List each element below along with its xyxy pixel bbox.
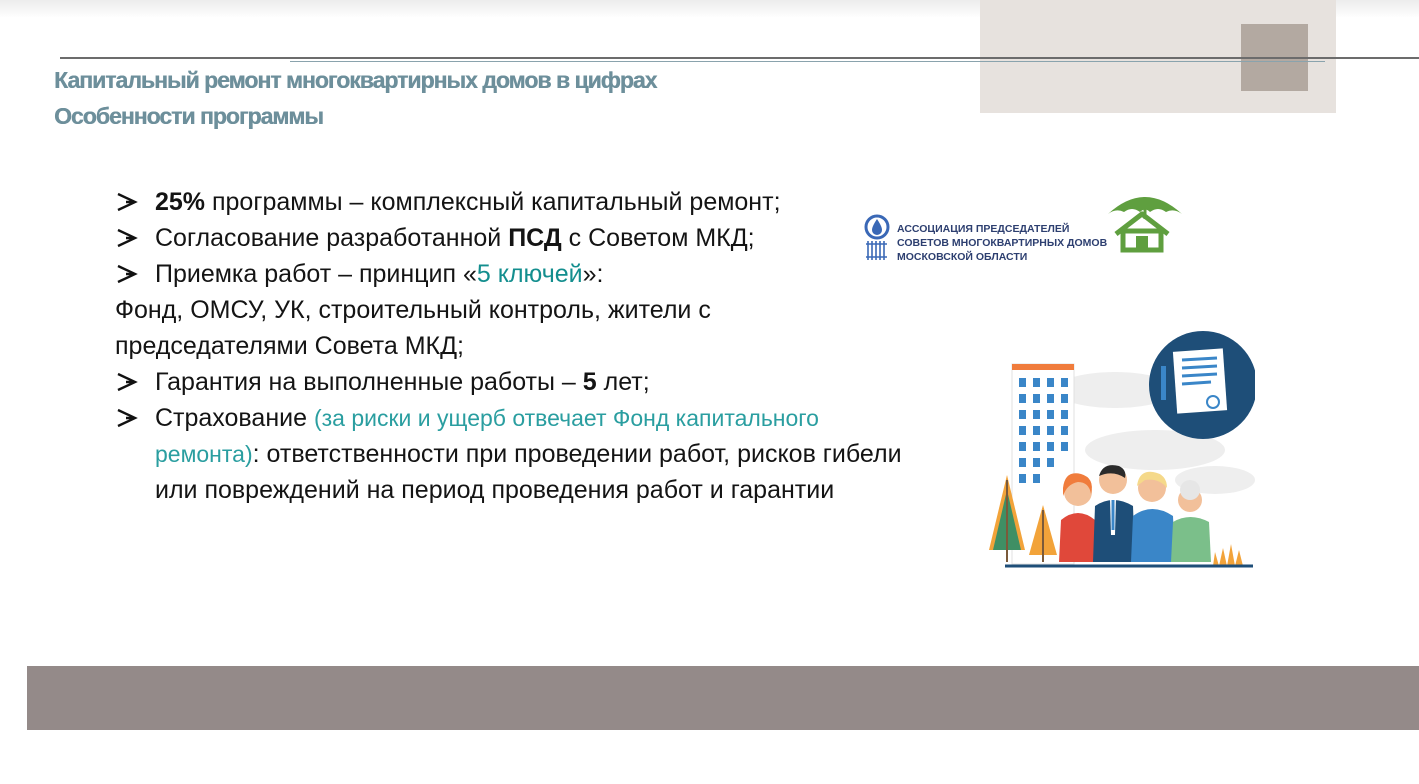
list-item bbox=[115, 364, 905, 400]
psd-term: ПСД bbox=[508, 224, 562, 252]
insurance-note: (за риски и ущерб отвечает Фонд капитального ремонта) bbox=[155, 405, 819, 467]
bullet-arrow-icon bbox=[115, 220, 143, 256]
water-drop-emblem-icon bbox=[864, 214, 892, 262]
person-elder bbox=[1131, 472, 1175, 562]
footer-band bbox=[27, 666, 1419, 730]
list-item bbox=[115, 256, 905, 292]
list-item bbox=[115, 400, 905, 508]
five-keys-highlight: 5 ключей bbox=[476, 260, 583, 288]
continuation-line: председателями Совета МКД; bbox=[115, 332, 464, 360]
list-item bbox=[115, 184, 905, 220]
feature-list bbox=[115, 184, 905, 508]
list-item-text: Согласование разработанной bbox=[155, 224, 509, 252]
list-item-text: Гарантия на выполненные работы – bbox=[155, 368, 583, 396]
warranty-years: 5 bbox=[582, 368, 597, 396]
percent-value: 25% bbox=[155, 188, 206, 216]
list-item-text: лет; bbox=[596, 368, 650, 396]
person-woman bbox=[1059, 473, 1097, 562]
slide-subtitle: Особенности программы bbox=[54, 103, 323, 129]
association-name-line: МОСКОВСКОЙ ОБЛАСТИ bbox=[897, 251, 1028, 263]
list-item-text: Страхование bbox=[155, 404, 314, 432]
bushes bbox=[1213, 544, 1243, 566]
residents-illustration bbox=[985, 330, 1255, 570]
list-item-text: программы – комплексный капитальный ремонт; bbox=[205, 188, 781, 216]
header-rule bbox=[60, 57, 1419, 59]
list-item-text: Приемка работ – принцип « bbox=[155, 260, 477, 288]
person-man bbox=[1093, 465, 1135, 562]
association-name bbox=[897, 222, 1107, 264]
bullet-arrow-icon bbox=[115, 364, 143, 400]
slide-title: Капитальный ремонт многоквартирных домов в цифрах bbox=[54, 67, 657, 93]
bullet-arrow-icon bbox=[115, 400, 143, 436]
list-item-text: : ответственности при проведении работ, рисков гибели или повреждений на период проведения работ и гарантии bbox=[155, 440, 902, 504]
association-name-line: АССОЦИАЦИЯ ПРЕДСЕДАТЕЛЕЙ bbox=[897, 223, 1070, 235]
bullet-arrow-icon bbox=[115, 256, 143, 292]
list-item-text: с Советом МКД; bbox=[561, 224, 755, 252]
document-icon bbox=[1149, 331, 1255, 439]
association-name-line: СОВЕТОВ МНОГОКВАРТИРНЫХ ДОМОВ bbox=[897, 237, 1108, 249]
continuation-line: Фонд, ОМСУ, УК, строительный контроль, жители с bbox=[115, 296, 711, 324]
bullet-arrow-icon bbox=[115, 184, 143, 220]
list-item-text: »: bbox=[582, 260, 604, 288]
umbrella-house-icon bbox=[1106, 186, 1184, 256]
list-continuation bbox=[115, 292, 905, 364]
association-logo bbox=[864, 186, 1184, 266]
list-item bbox=[115, 220, 905, 256]
header-rule-secondary bbox=[290, 61, 1325, 62]
